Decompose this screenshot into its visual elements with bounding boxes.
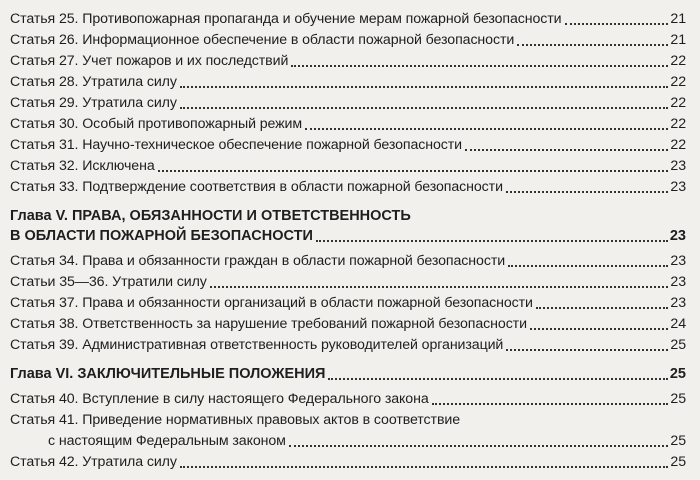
toc-entry-label: Статья 39. Административная ответственность руководителей организаций <box>10 337 504 353</box>
toc-entry-label: Статьи 35—36. Утратили силу <box>10 274 207 290</box>
toc-entry-label: Статья 34. Права и обязанности граждан в области пожарной безопасности <box>10 253 506 269</box>
toc-entry-page: 23 <box>670 179 686 195</box>
toc-entry-page: 22 <box>670 95 686 111</box>
dot-leader <box>180 86 668 88</box>
dot-leader <box>465 149 668 151</box>
toc-entry-article-30 <box>10 114 686 135</box>
toc-entry-page: 25 <box>670 337 686 353</box>
toc-entry-article-32 <box>10 156 686 177</box>
dot-leader <box>530 328 668 330</box>
dot-leader <box>291 65 668 67</box>
dot-leader <box>565 23 669 25</box>
toc-section-chapter-6 <box>10 389 686 473</box>
dot-leader <box>180 466 668 468</box>
toc-entry-label: Статья 37. Права и обязанности организаций в области пожарной безопасности <box>10 295 533 311</box>
toc-section-chapter-5 <box>10 251 686 356</box>
chapter-6-heading <box>10 364 686 385</box>
toc-entry-page: 22 <box>670 74 686 90</box>
spacer <box>10 198 686 206</box>
toc-entry-page: 24 <box>670 316 686 332</box>
dot-leader <box>158 170 668 172</box>
toc-entry-article-27 <box>10 51 686 72</box>
toc-entry-page: 25 <box>670 391 686 407</box>
toc-entry-article-41 <box>10 410 686 452</box>
toc-entry-page: 23 <box>670 253 686 269</box>
toc-entry-label: Статья 25. Противопожарная пропаганда и обучение мерам пожарной безопасности <box>10 11 562 27</box>
toc-entry-label: Статья 33. Подтверждение соответствия в области пожарной безопасности <box>10 179 503 195</box>
toc-entry-article-34 <box>10 251 686 272</box>
chapter-heading-line-2 <box>10 226 686 247</box>
chapter-heading-page: 23 <box>669 228 686 244</box>
dot-leader <box>432 403 668 405</box>
dot-leader <box>517 44 668 46</box>
toc-entry-page: 22 <box>670 116 686 132</box>
toc-entry-page: 22 <box>670 53 686 69</box>
toc-entry-label: Статья 32. Исключена <box>10 158 155 174</box>
toc-entry-label: Статья 30. Особый противопожарный режим <box>10 116 303 132</box>
dot-leader <box>305 128 668 130</box>
dot-leader <box>328 378 667 380</box>
toc-entry-article-39 <box>10 335 686 356</box>
dot-leader <box>210 286 668 288</box>
toc-entry-article-42 <box>10 452 686 473</box>
toc-entry-article-26 <box>10 30 686 51</box>
toc-entry-label: Статья 26. Информационное обеспечение в области пожарной безопасности <box>10 32 515 48</box>
toc-entry-article-33 <box>10 177 686 198</box>
toc-entry-article-25 <box>10 9 686 30</box>
dot-leader <box>506 349 668 351</box>
toc-entry-page: 23 <box>670 295 686 311</box>
toc-entry-label-line-2: с настоящим Федеральным законом <box>48 433 286 449</box>
toc-entry-article-29 <box>10 93 686 114</box>
chapter-5-heading <box>10 206 686 247</box>
toc-entry-label: Статья 42. Утратила силу <box>10 454 177 470</box>
toc-entry-label: Статья 38. Ответственность за нарушение требований пожарной безопасности <box>10 316 527 332</box>
toc-entry-article-28 <box>10 72 686 93</box>
dot-leader <box>180 107 668 109</box>
toc-entry-label: Статья 40. Вступление в силу настоящего Федерального закона <box>10 391 429 407</box>
dot-leader <box>508 265 668 267</box>
dot-leader <box>316 240 668 242</box>
toc-entry-page: 22 <box>670 137 686 153</box>
toc-entry-label-line-1: Статья 41. Приведение нормативных правовых актов в соответствие <box>10 412 460 428</box>
chapter-heading-line-1: Глава V. ПРАВА, ОБЯЗАННОСТИ И ОТВЕТСТВЕННОСТЬ <box>10 208 411 224</box>
dot-leader <box>536 307 668 309</box>
toc-entry-label: Статья 31. Научно-техническое обеспечение пожарной безопасности <box>10 137 462 153</box>
toc-entry-page: 21 <box>670 11 686 27</box>
dot-leader <box>506 191 668 193</box>
chapter-heading-label: Глава VI. ЗАКЛЮЧИТЕЛЬНЫЕ ПОЛОЖЕНИЯ <box>10 366 326 382</box>
chapter-heading-label: В ОБЛАСТИ ПОЖАРНОЙ БЕЗОПАСНОСТИ <box>10 228 313 244</box>
toc-entry-article-40 <box>10 389 686 410</box>
chapter-heading-page: 25 <box>669 366 686 382</box>
toc-entry-label: Статья 29. Утратила силу <box>10 95 177 111</box>
toc-entry-article-31 <box>10 135 686 156</box>
toc-entry-page: 23 <box>670 158 686 174</box>
toc-entry-page: 25 <box>670 454 686 470</box>
toc-section-articles-25-33 <box>10 9 686 198</box>
dot-leader <box>289 445 668 447</box>
toc-entry-page: 25 <box>670 433 686 449</box>
toc-entry-articles-35-36 <box>10 272 686 293</box>
toc-entry-label: Статья 27. Учет пожаров и их последствий <box>10 53 289 69</box>
toc-entry-continuation <box>10 431 686 452</box>
toc-entry-article-38 <box>10 314 686 335</box>
toc-entry-label: Статья 28. Утратила силу <box>10 74 177 90</box>
spacer <box>10 356 686 364</box>
toc-entry-article-37 <box>10 293 686 314</box>
toc-entry-page: 21 <box>670 32 686 48</box>
toc-entry-page: 23 <box>670 274 686 290</box>
